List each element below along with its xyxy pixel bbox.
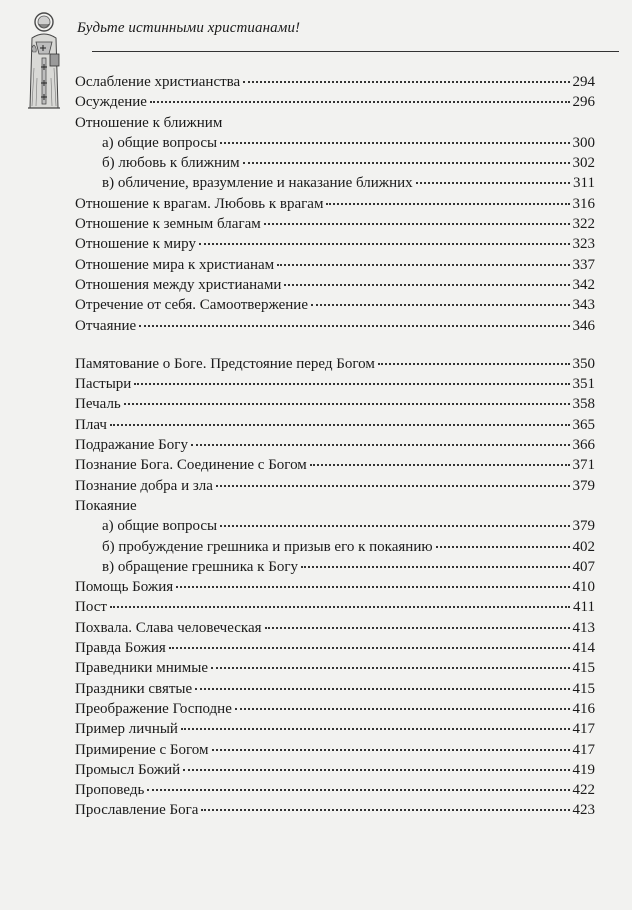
toc-entry-title: Памятование о Боге. Предстояние перед Богом bbox=[75, 355, 375, 372]
dot-leader bbox=[220, 142, 569, 144]
table-of-contents bbox=[75, 72, 595, 821]
dot-leader bbox=[134, 383, 569, 385]
dot-leader bbox=[183, 769, 569, 771]
dot-leader bbox=[176, 586, 569, 588]
toc-entry-title: б) любовь к ближним bbox=[102, 155, 240, 172]
toc-subentry bbox=[75, 173, 595, 193]
toc-entry bbox=[75, 577, 595, 597]
toc-entry-title: Пастыри bbox=[75, 376, 132, 393]
toc-page-number: 414 bbox=[572, 640, 595, 657]
toc-entry-title: Пост bbox=[75, 599, 107, 616]
toc-page-number: 415 bbox=[572, 660, 595, 677]
toc-entry bbox=[75, 435, 595, 455]
toc-entry-title: Праведники мнимые bbox=[75, 660, 208, 677]
toc-entry bbox=[75, 255, 595, 275]
toc-subentry bbox=[75, 557, 595, 577]
toc-entry bbox=[75, 113, 595, 133]
dot-leader bbox=[243, 81, 569, 83]
dot-leader bbox=[150, 101, 570, 103]
toc-page-number: 342 bbox=[572, 276, 595, 293]
toc-page-number: 316 bbox=[572, 195, 595, 212]
toc-entry bbox=[75, 316, 595, 336]
toc-entry-title: Преображение Господне bbox=[75, 700, 232, 717]
toc-page-number: 379 bbox=[572, 518, 595, 535]
dot-leader bbox=[216, 485, 570, 487]
toc-page-number: 323 bbox=[572, 236, 595, 253]
toc-entry bbox=[75, 415, 595, 435]
dot-leader bbox=[264, 223, 570, 225]
toc-entry bbox=[75, 394, 595, 414]
toc-page-number: 413 bbox=[572, 619, 595, 636]
toc-entry-title: Отношения между христианами bbox=[75, 276, 282, 293]
dot-leader bbox=[436, 546, 570, 548]
toc-page-number: 351 bbox=[572, 376, 595, 393]
toc-entry bbox=[75, 496, 595, 516]
toc-entry bbox=[75, 72, 595, 92]
dot-leader bbox=[416, 182, 570, 184]
toc-page-number: 417 bbox=[572, 721, 595, 738]
toc-entry bbox=[75, 618, 595, 638]
toc-entry bbox=[75, 780, 595, 800]
toc-page-number: 311 bbox=[573, 175, 595, 192]
toc-entry-title: в) обращение грешника к Богу bbox=[102, 558, 298, 575]
toc-subentry bbox=[75, 153, 595, 173]
dot-leader bbox=[181, 728, 570, 730]
toc-page-number: 358 bbox=[572, 396, 595, 413]
dot-leader bbox=[284, 284, 569, 286]
toc-page-number: 410 bbox=[572, 579, 595, 596]
toc-entry-title: Ослабление христианства bbox=[75, 74, 241, 90]
toc-subentry bbox=[75, 537, 595, 557]
toc-page-number: 296 bbox=[572, 94, 595, 111]
dot-leader bbox=[301, 566, 570, 568]
toc-page-number: 407 bbox=[572, 558, 595, 575]
toc-entry-title: Помощь Божия bbox=[75, 579, 174, 596]
toc-entry-title: Отношение к ближним bbox=[75, 114, 223, 131]
dot-leader bbox=[195, 688, 569, 690]
toc-entry-title: Праздники святые bbox=[75, 680, 193, 697]
dot-leader bbox=[265, 627, 570, 629]
dot-leader bbox=[311, 304, 570, 306]
toc-entry bbox=[75, 658, 595, 678]
toc-entry-title: а) общие вопросы bbox=[102, 518, 218, 535]
saint-icon bbox=[22, 8, 72, 118]
toc-entry-title: Отношение к земным благам bbox=[75, 216, 261, 233]
toc-entry bbox=[75, 638, 595, 658]
dot-leader bbox=[201, 809, 569, 811]
dot-leader bbox=[326, 203, 569, 205]
toc-entry-title: Отречение от себя. Самоотвержение bbox=[75, 297, 308, 314]
dot-leader bbox=[169, 647, 570, 649]
toc-entry bbox=[75, 597, 595, 617]
toc-entry-title: Отношение мира к христианам bbox=[75, 256, 275, 273]
dot-leader bbox=[235, 708, 570, 710]
dot-leader bbox=[199, 243, 570, 245]
toc-page-number: 294 bbox=[572, 74, 595, 90]
toc-entry-title: Подражание Богу bbox=[75, 437, 188, 454]
toc-entry bbox=[75, 214, 595, 234]
dot-leader bbox=[191, 444, 570, 446]
toc-entry bbox=[75, 92, 595, 112]
toc-entry bbox=[75, 760, 595, 780]
toc-page-number: 322 bbox=[572, 216, 595, 233]
running-title: Будьте истинными христианами! bbox=[77, 20, 301, 36]
toc-page-number: 343 bbox=[572, 297, 595, 314]
toc-entry-title: Отчаяние bbox=[75, 317, 137, 334]
dot-leader bbox=[220, 525, 569, 527]
toc-page-number: 419 bbox=[572, 761, 595, 778]
toc-entry bbox=[75, 476, 595, 496]
toc-page-number: 366 bbox=[572, 437, 595, 454]
dot-leader bbox=[211, 667, 570, 669]
toc-entry-title: Похвала. Слава человеческая bbox=[75, 619, 262, 636]
toc-entry-title: Покаяние bbox=[75, 497, 137, 514]
toc-subentry bbox=[75, 516, 595, 536]
toc-page-number: 411 bbox=[573, 599, 595, 616]
toc-entry-title: Прославление Бога bbox=[75, 802, 199, 819]
toc-entry-title: Промысл Божий bbox=[75, 761, 181, 778]
toc-page-number: 300 bbox=[572, 134, 595, 151]
toc-entry bbox=[75, 374, 595, 394]
toc-page-number: 423 bbox=[572, 802, 595, 819]
toc-entry-title: Познание Бога. Соединение с Богом bbox=[75, 457, 307, 474]
page-header bbox=[22, 8, 602, 54]
dot-leader bbox=[243, 162, 570, 164]
dot-leader bbox=[110, 606, 570, 608]
toc-entry bbox=[75, 275, 595, 295]
dot-leader bbox=[378, 363, 570, 365]
toc-entry-title: Правда Божия bbox=[75, 640, 166, 657]
toc-entry-title: Примирение с Богом bbox=[75, 741, 209, 758]
toc-page-number: 365 bbox=[572, 416, 595, 433]
toc-entry bbox=[75, 455, 595, 475]
toc-entry-title: Отношение к миру bbox=[75, 236, 196, 253]
dot-leader bbox=[139, 325, 569, 327]
dot-leader bbox=[124, 403, 570, 405]
toc-entry bbox=[75, 699, 595, 719]
toc-entry-title: Познание добра и зла bbox=[75, 477, 213, 494]
toc-page-number: 402 bbox=[572, 538, 595, 555]
toc-entry-title: Пример личный bbox=[75, 721, 178, 738]
toc-entry-title: а) общие вопросы bbox=[102, 134, 218, 151]
toc-page-number: 422 bbox=[572, 782, 595, 799]
toc-page-number: 371 bbox=[572, 457, 595, 474]
toc-entry-title: Печаль bbox=[75, 396, 121, 413]
toc-entry bbox=[75, 679, 595, 699]
saint-icon-drawing bbox=[22, 8, 72, 118]
toc-page-number: 346 bbox=[572, 317, 595, 334]
toc-page-number: 417 bbox=[572, 741, 595, 758]
toc-entry-title: Проповедь bbox=[75, 782, 145, 799]
toc-entry bbox=[75, 194, 595, 214]
dot-leader bbox=[277, 264, 569, 266]
toc-entry bbox=[75, 800, 595, 820]
toc-entry-title: Плач bbox=[75, 416, 107, 433]
toc-entry bbox=[75, 234, 595, 254]
dot-leader bbox=[310, 464, 570, 466]
toc-page-number: 416 bbox=[572, 700, 595, 717]
toc-group bbox=[75, 72, 595, 336]
dot-leader bbox=[110, 424, 570, 426]
toc-entry bbox=[75, 354, 595, 374]
toc-page-number: 337 bbox=[572, 256, 595, 273]
toc-subentry bbox=[75, 133, 595, 153]
toc-group bbox=[75, 354, 595, 821]
dot-leader bbox=[212, 749, 570, 751]
toc-entry-title: б) пробуждение грешника и призыв его к покаянию bbox=[102, 538, 433, 555]
toc-entry bbox=[75, 719, 595, 739]
dot-leader bbox=[147, 789, 569, 791]
toc-page-number: 350 bbox=[572, 355, 595, 372]
toc-entry bbox=[75, 740, 595, 760]
toc-entry bbox=[75, 295, 595, 315]
toc-entry-title: Отношение к врагам. Любовь к врагам bbox=[75, 195, 324, 212]
toc-page-number: 302 bbox=[572, 155, 595, 172]
toc-page-number: 415 bbox=[572, 680, 595, 697]
toc-entry-title: Осуждение bbox=[75, 94, 147, 111]
toc-entry-title: в) обличение, вразумление и наказание ближних bbox=[102, 175, 413, 192]
toc-page-number: 379 bbox=[572, 477, 595, 494]
header-divider bbox=[92, 51, 619, 52]
